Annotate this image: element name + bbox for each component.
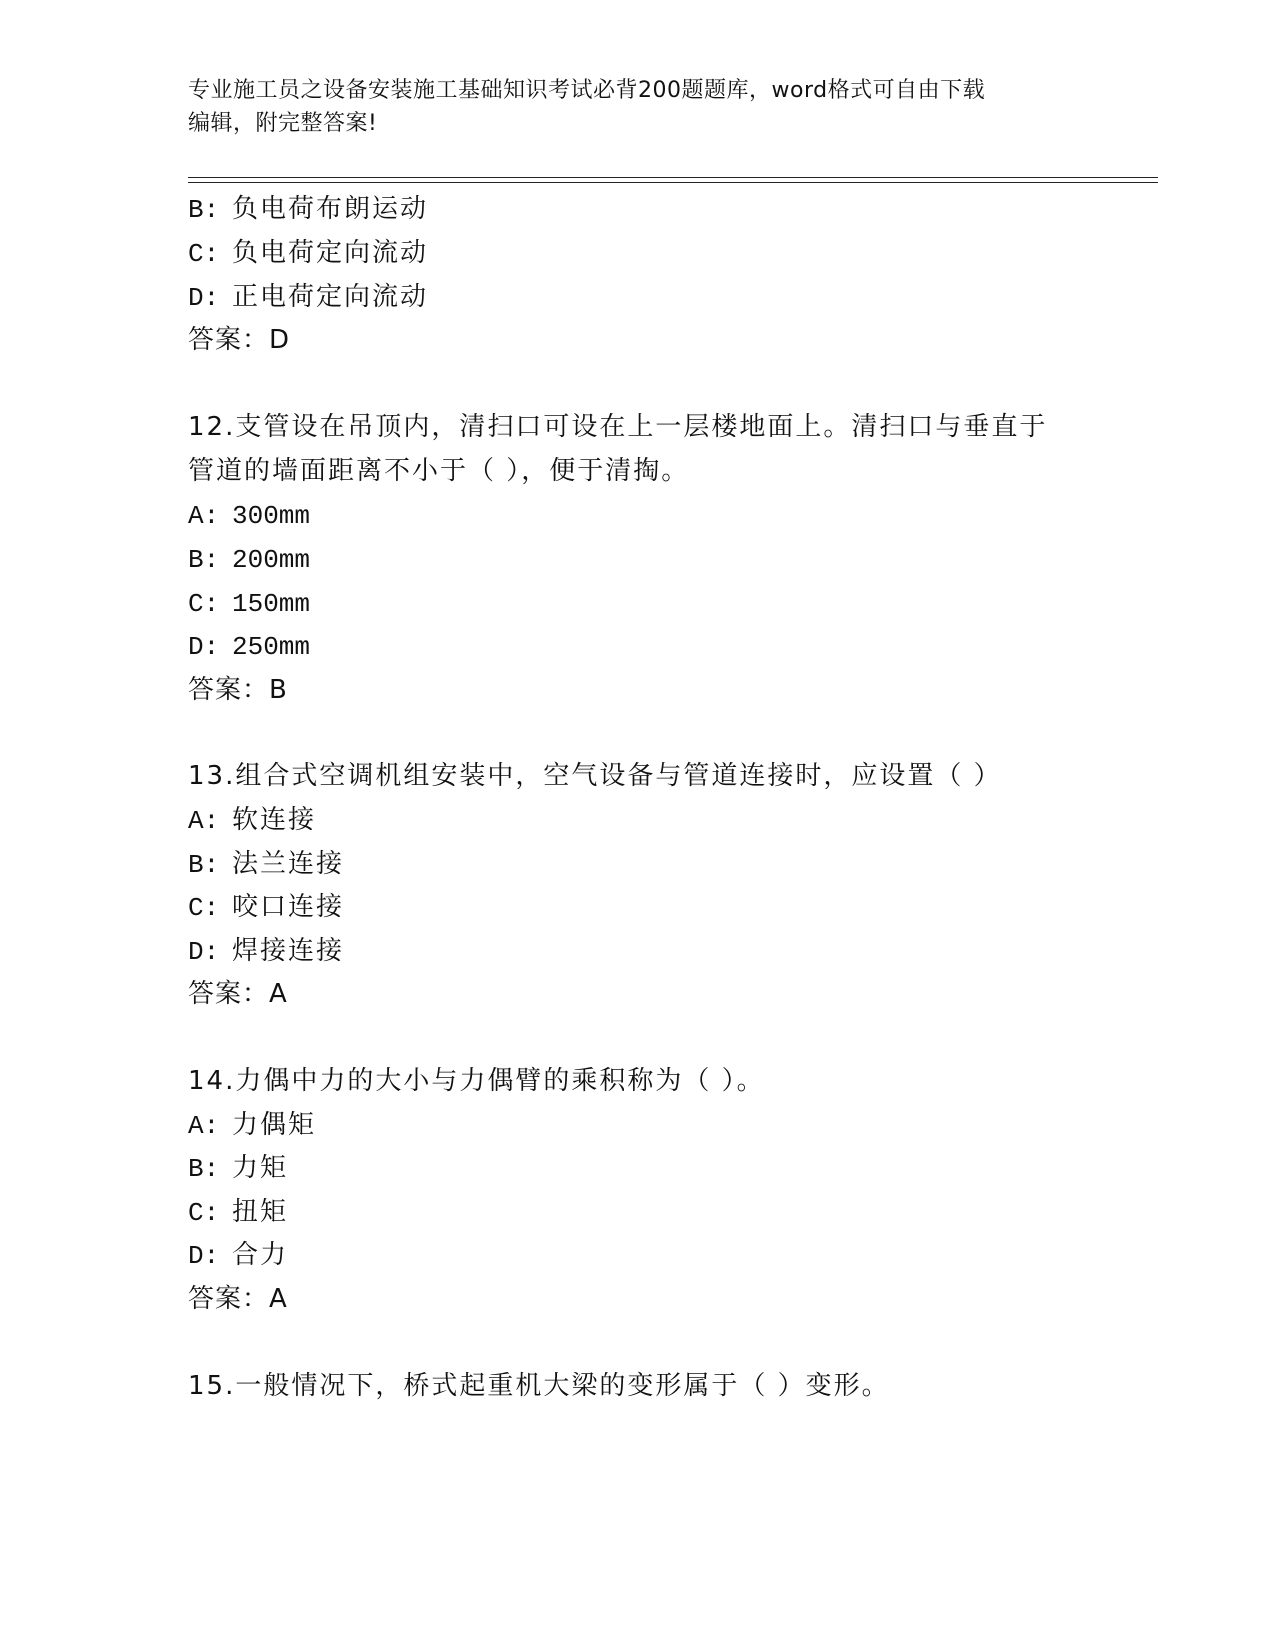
option-text: 力偶矩	[232, 1110, 317, 1140]
option-d	[188, 1238, 288, 1273]
option-text: 250mm	[232, 632, 311, 662]
option-d	[188, 629, 310, 664]
question-13-stem: 13.组合式空调机组安装中，空气设备与管道连接时，应设置（ ）	[188, 761, 1002, 791]
option-c	[188, 1195, 288, 1230]
option-key: C:	[188, 239, 220, 269]
option-key: B:	[188, 195, 220, 225]
option-key: B:	[188, 1154, 220, 1184]
option-d	[188, 280, 428, 315]
option-b	[188, 847, 344, 882]
option-key: D:	[188, 632, 220, 662]
option-d	[188, 934, 344, 969]
option-key: A:	[188, 806, 220, 836]
option-text: 正电荷定向流动	[232, 282, 429, 312]
option-a	[188, 1108, 316, 1143]
answer: 答案：A	[188, 1284, 288, 1314]
header-line-1: 专业施工员之设备安装施工基础知识考试必背200题题库，word格式可自由下载	[188, 78, 986, 103]
option-text: 扭矩	[232, 1197, 289, 1227]
document-header	[188, 74, 1068, 140]
option-key: C:	[188, 1198, 220, 1228]
option-key: C:	[188, 893, 220, 923]
option-text: 负电荷布朗运动	[232, 194, 429, 224]
question-12-stem-line-2: 管道的墙面距离不小于（ ），便于清掏。	[188, 456, 690, 486]
option-key: C:	[188, 589, 220, 619]
option-c	[188, 890, 344, 925]
option-key: D:	[188, 283, 220, 313]
option-key: D:	[188, 1241, 220, 1271]
question-14-stem: 14.力偶中力的大小与力偶臂的乘积称为（ ）。	[188, 1066, 765, 1096]
answer: 答案：B	[188, 675, 288, 705]
option-text: 200mm	[232, 545, 311, 575]
option-c	[188, 586, 310, 621]
option-text: 300mm	[232, 501, 311, 531]
option-c	[188, 236, 428, 271]
option-text: 负电荷定向流动	[232, 238, 429, 268]
option-a	[188, 803, 316, 838]
option-key: B:	[188, 850, 220, 880]
option-text: 力矩	[232, 1153, 289, 1183]
answer: 答案：D	[188, 325, 291, 355]
option-text: 法兰连接	[232, 849, 345, 879]
option-key: A:	[188, 1111, 220, 1141]
option-key: A:	[188, 501, 220, 531]
header-divider-top	[188, 177, 1158, 178]
option-text: 焊接连接	[232, 936, 345, 966]
question-12-stem-line-1: 12.支管设在吊顶内，清扫口可设在上一层楼地面上。清扫口与垂直于	[188, 412, 1048, 442]
option-key: B:	[188, 545, 220, 575]
option-text: 150mm	[232, 589, 311, 619]
option-key: D:	[188, 937, 220, 967]
answer: 答案：A	[188, 979, 288, 1009]
header-line-2: 编辑，附完整答案!	[188, 111, 378, 136]
option-a	[188, 498, 310, 533]
option-b	[188, 1151, 288, 1186]
option-b	[188, 192, 428, 227]
option-text: 软连接	[232, 805, 317, 835]
option-text: 咬口连接	[232, 892, 345, 922]
option-b	[188, 542, 310, 577]
header-divider-bottom	[188, 182, 1158, 183]
option-text: 合力	[232, 1240, 289, 1270]
question-15-stem: 15.一般情况下，桥式起重机大梁的变形属于（ ）变形。	[188, 1371, 890, 1401]
